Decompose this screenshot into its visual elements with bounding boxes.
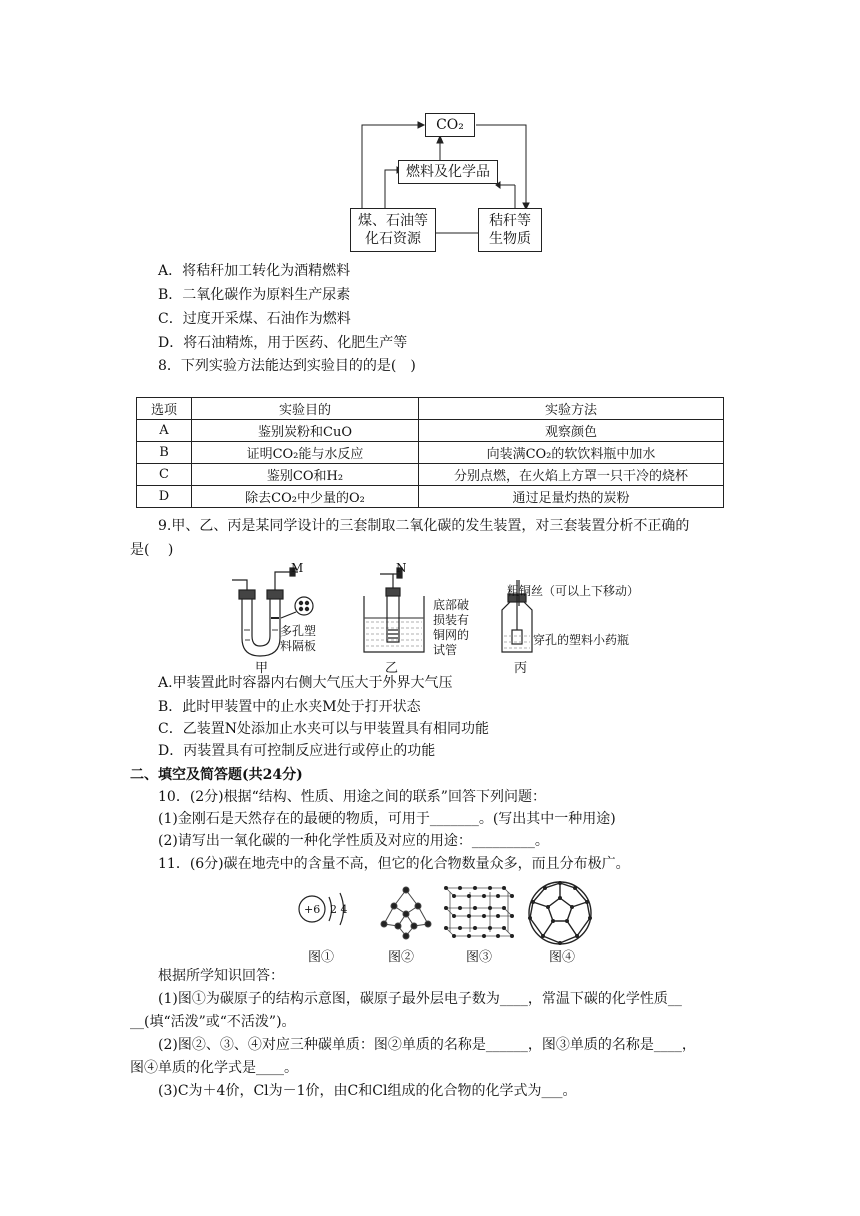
- q7-option-c: C．过度开采煤、石油作为燃料: [158, 311, 351, 327]
- q8-stem: 8．下列实验方法能达到实验目的的是( ): [158, 358, 416, 374]
- q9-option-d: D．丙装置具有可控制反应进行或停止的功能: [158, 743, 436, 759]
- co2-label: CO₂: [436, 117, 464, 133]
- fuel-label: 燃料及化学品: [406, 164, 490, 180]
- bing-mid-note: 穿孔的塑料小药瓶: [533, 633, 630, 647]
- q8-table: [136, 397, 724, 508]
- table-header-cell: 实验目的: [192, 398, 419, 420]
- q11-part-3: (3)C为＋4价，Cl为－1价，由C和Cl组成的化合物的化学式为___。: [158, 1083, 577, 1099]
- q11-lead: 根据所学知识回答：: [158, 968, 284, 984]
- q9-option-b: B．此时甲装置中的止水夹M处于打开状态: [158, 699, 421, 715]
- table-cell: 鉴别炭粉和CuO: [192, 420, 419, 442]
- table-cell: 除去CO₂中少量的O₂: [192, 486, 419, 508]
- label-n: N: [396, 561, 407, 575]
- fossil-box: [350, 208, 436, 252]
- q9-stem-line-2: 是( ): [130, 542, 174, 558]
- table-cell: 鉴别CO和H₂: [192, 464, 419, 486]
- q10-part-2: (2)请写出一氧化碳的一种化学性质及对应的用途：_________。: [158, 833, 549, 849]
- table-cell: D: [137, 486, 192, 508]
- q9-option-a: A.甲装置此时容器内右侧大气压大于外界大气压: [158, 675, 453, 691]
- q11-stem: 11．(6分)碳在地壳中的含量不高，但它的化合物数量众多，而且分布极广。: [158, 856, 630, 872]
- yi-note-line-2: 损装有: [433, 613, 470, 627]
- table-cell: C: [137, 464, 192, 486]
- q10-part-1: (1)金刚石是天然存在的最硬的物质，可用于_______。(写出其中一种用途): [158, 811, 616, 827]
- q7-option-d: D．将石油精炼，用于医药、化肥生产等: [158, 335, 408, 351]
- q11-part-1-line-1: (1)图①为碳原子的结构示意图，碳原子最外层电子数为____，常温下碳的化学性质__: [158, 991, 682, 1007]
- yi-note-line-4: 试管: [433, 643, 458, 657]
- table-cell: 通过足量灼热的炭粉: [419, 486, 724, 508]
- section-heading: 二、填空及简答题(共24分): [130, 767, 303, 783]
- co2-box: [425, 113, 475, 137]
- figure-1-caption: 图①: [308, 950, 335, 965]
- bio-box: [478, 208, 542, 252]
- yi-note-line-1: 底部破: [433, 598, 470, 612]
- table-cell: 向装满CO₂的软饮料瓶中加水: [419, 442, 724, 464]
- table-header-row: [137, 398, 724, 420]
- caption-jia: 甲: [255, 661, 269, 676]
- table-cell: 证明CO₂能与水反应: [192, 442, 419, 464]
- table-row: [137, 442, 724, 464]
- figure-4-caption: 图④: [549, 950, 576, 965]
- table-header-cell: 选项: [137, 398, 192, 420]
- q11-part-2-line-1: (2)图②、③、④对应三种碳单质：图②单质的名称是______，图③单质的名称是____，: [158, 1037, 696, 1053]
- fossil-line-2: 化石资源: [365, 231, 421, 247]
- q11-part-2-line-2: 图④单质的化学式是____。: [130, 1060, 298, 1076]
- table-cell: B: [137, 442, 192, 464]
- yi-note-line-3: 铜网的: [433, 628, 470, 642]
- table-cell: 分别点燃，在火焰上方罩一只干冷的烧杯: [419, 464, 724, 486]
- figure-3-caption: 图③: [466, 950, 493, 965]
- fuel-box: [398, 160, 498, 184]
- q10-stem: 10．(2分)根据“结构、性质、用途之间的联系”回答下列问题：: [158, 789, 546, 805]
- bio-line-1: 秸秆等: [489, 213, 531, 229]
- q7-option-a: A．将秸秆加工转化为酒精燃料: [158, 263, 351, 279]
- diamond-structure-drawing: [376, 884, 436, 944]
- jia-note-line-2: 料隔板: [280, 639, 317, 653]
- caption-bing: 丙: [514, 661, 528, 676]
- label-m: M: [291, 561, 304, 575]
- table-row: [137, 486, 724, 508]
- q11-part-1-line-2: __(填“活泼”或“不活泼”)。: [130, 1014, 296, 1030]
- bio-line-2: 生物质: [489, 231, 531, 247]
- q7-option-b: B．二氧化碳作为原料生产尿素: [158, 287, 351, 303]
- table-cell: 观察颜色: [419, 420, 724, 442]
- graphite-structure-drawing: [440, 882, 516, 944]
- table-row: [137, 464, 724, 486]
- fullerene-structure-drawing: [525, 878, 595, 948]
- q9-option-c: C．乙装置N处添加止水夹可以与甲装置具有相同功能: [158, 721, 489, 737]
- bing-top-note: 粗铜丝（可以上下移动）: [507, 584, 640, 598]
- figure-2-caption: 图②: [388, 950, 415, 965]
- caption-yi: 乙: [385, 661, 399, 676]
- table-row: [137, 420, 724, 442]
- jia-note-line-1: 多孔塑: [280, 624, 317, 638]
- table-cell: A: [137, 420, 192, 442]
- q9-stem-line-1: 9.甲、乙、丙是某同学设计的三套制取二氧化碳的发生装置，对三套装置分析不正确的: [158, 518, 690, 534]
- atom-core-charge: +6: [304, 903, 321, 916]
- table-header-cell: 实验方法: [419, 398, 724, 420]
- fossil-line-1: 煤、石油等: [358, 213, 428, 229]
- atom-shell-electrons: 2 4: [330, 903, 348, 916]
